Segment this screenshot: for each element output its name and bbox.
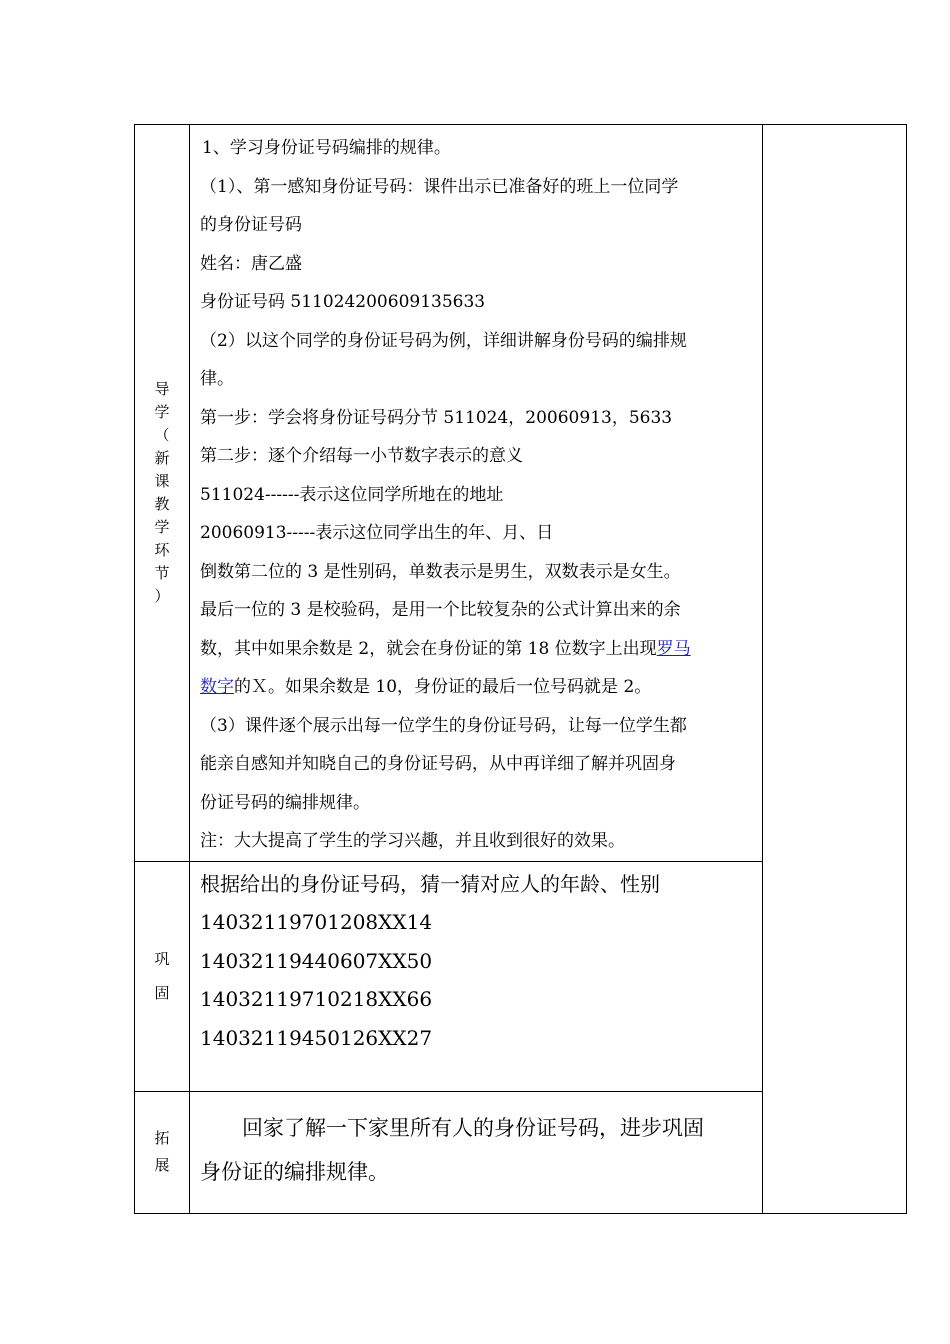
- roman-numeral-link-continued[interactable]: 数字: [200, 677, 234, 697]
- guide-line: 数字的Ｘ。如果余数是 10，身份证的最后一位号码就是 2。: [200, 677, 652, 697]
- guide-line: （3）课件逐个展示出每一位学生的身份证号码，让每一位学生都: [200, 715, 687, 736]
- consolidate-prompt: 根据给出的身份证号码，猜一猜对应人的年龄、性别: [200, 871, 660, 896]
- guide-line: 511024------表示这位同学所地在的地址: [200, 484, 504, 505]
- extend-label-cell: [135, 1091, 190, 1213]
- consolidate-label: 巩 固: [154, 950, 170, 1002]
- guide-line: 数，其中如果余数是 2，就会在身份证的第 18 位数字上出现罗马: [200, 638, 691, 659]
- guide-line: 1、学习身份证号码编排的规律。: [202, 138, 451, 158]
- id-number: 14032119710218XX66: [200, 987, 433, 1011]
- guide-line: 第一步：学会将身份证号码分节 511024，20060913，5633: [200, 407, 673, 428]
- guide-line: （2）以这个同学的身份证号码为例，详细讲解身份号码的编排规: [200, 330, 687, 351]
- guide-content: [190, 125, 762, 861]
- id-number: 14032119440607XX50: [200, 948, 433, 973]
- guide-line: （1）、第一感知身份证号码：课件出示已准备好的班上一位同学: [200, 176, 679, 197]
- extend-content-cell: [190, 1091, 763, 1213]
- extend-label: 拓 展: [154, 1129, 170, 1174]
- extend-line: 回家了解一下家里所有人的身份证号码，进步巩固: [242, 1115, 704, 1140]
- guide-line: 能亲自感知并知晓自己的身份证号码，从中再详细了解并巩固身: [200, 754, 676, 774]
- guide-line: 倒数第二位的 3 是性别码，单数表示是男生，双数表示是女生。: [200, 561, 681, 582]
- consolidate-content: [190, 862, 762, 1058]
- id-number: 14032119701208XX14: [200, 910, 433, 934]
- guide-line: 第二步：逐个介绍每一小节数字表示的意义: [200, 446, 523, 466]
- guide-label: 导 学 （ 新 课 教 学 环 节 ）: [154, 379, 170, 605]
- id-number: 14032119450126XX27: [200, 1025, 433, 1050]
- guide-line: 律。: [200, 369, 234, 389]
- guide-label-cell: [135, 125, 190, 862]
- guide-line: 姓名：唐乙盛: [200, 253, 302, 274]
- roman-numeral-link[interactable]: 罗马: [656, 638, 691, 659]
- extend-content: [190, 1092, 762, 1194]
- guide-content-cell: [190, 125, 763, 862]
- guide-line: 份证号码的编排规律。: [200, 792, 370, 813]
- guide-line: 的身份证号码: [200, 215, 302, 235]
- extend-line: 身份证的编排规律。: [200, 1159, 389, 1184]
- guide-line: 身份证号码 511024200609135633: [200, 292, 486, 312]
- guide-line: 20060913-----表示这位同学出生的年、月、日: [200, 523, 554, 543]
- notes-column: [763, 125, 907, 1214]
- consolidate-content-cell: [190, 861, 763, 1091]
- guide-line: 最后一位的 3 是校验码，是用一个比较复杂的公式计算出来的余: [200, 600, 681, 620]
- guide-line: 注：大大提高了学生的学习兴趣，并且收到很好的效果。: [200, 831, 625, 851]
- consolidate-label-cell: [135, 861, 190, 1091]
- lesson-table: [134, 124, 907, 1214]
- guide-row: [135, 125, 907, 862]
